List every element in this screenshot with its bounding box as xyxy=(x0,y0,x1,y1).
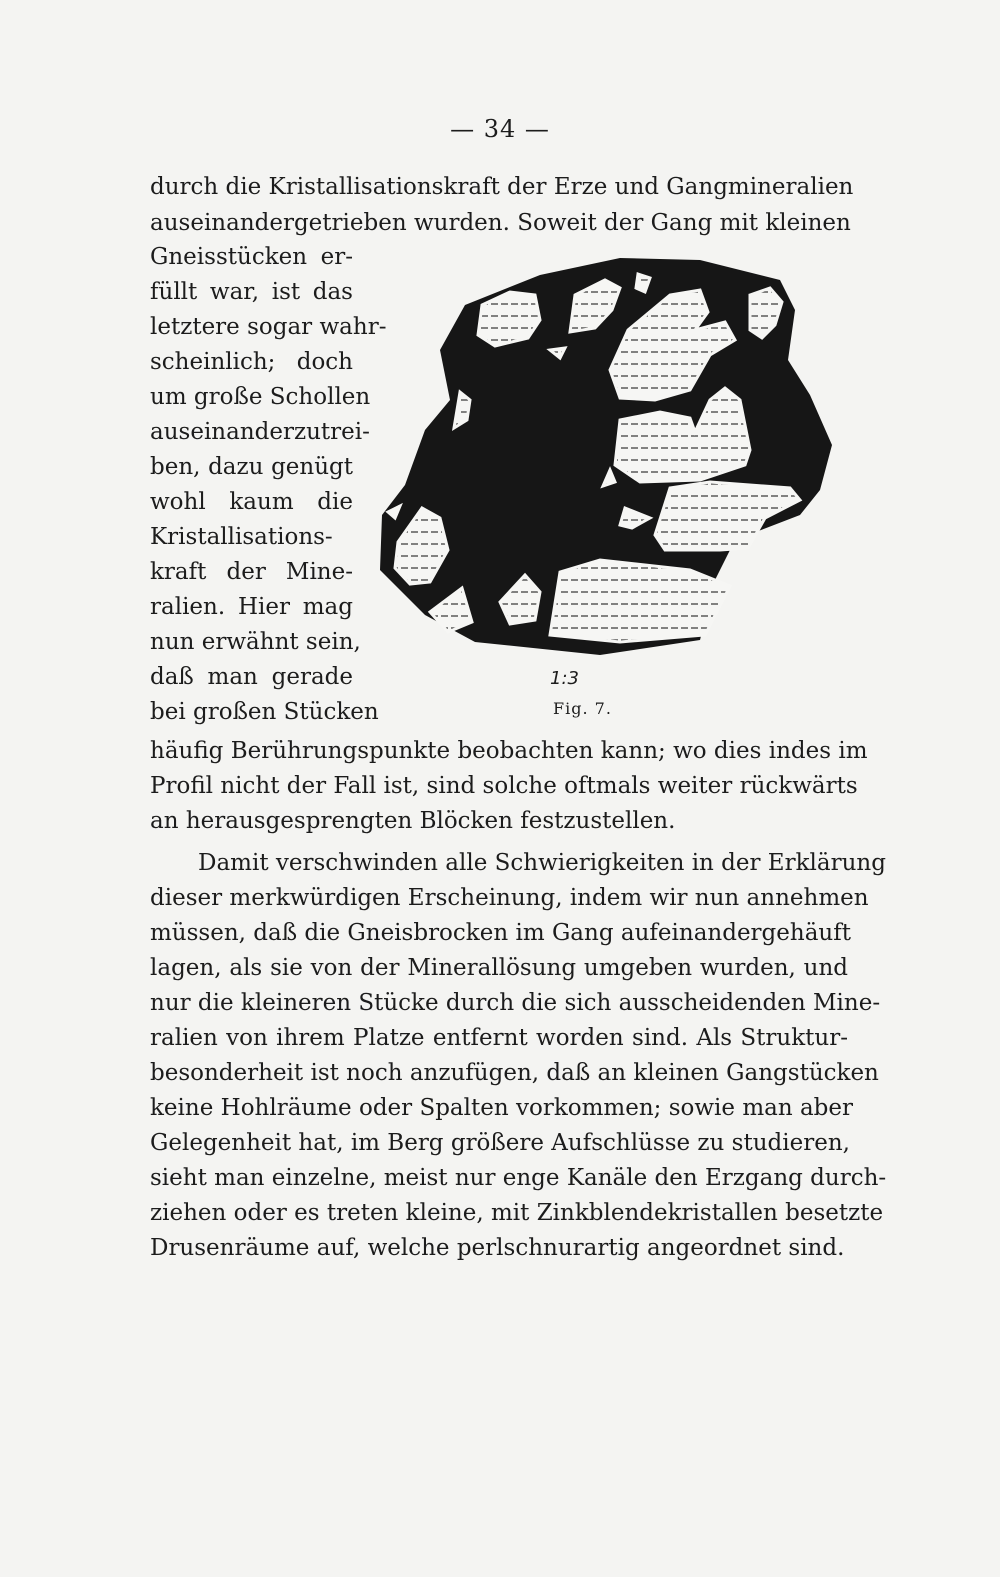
text-line: Gneisstücken er- xyxy=(150,244,353,270)
text-line: nun erwähnt sein, xyxy=(150,629,361,655)
text-line: ralien von ihrem Platze entfernt worden sind. Als Struktur- xyxy=(150,1025,848,1051)
text-line: scheinlich; doch xyxy=(150,349,353,375)
text-line: auseinandergetrieben wurden. Soweit der Gang mit kleinen xyxy=(150,210,851,236)
text-line: wohl kaum die xyxy=(150,489,353,515)
figure-caption: Fig. 7. xyxy=(553,699,612,718)
text-line: kraft der Mine- xyxy=(150,559,353,585)
text-line: letztere sogar wahr- xyxy=(150,314,387,340)
text-line: häufig Berührungspunkte beobachten kann; wo dies indes im xyxy=(150,738,868,764)
text-line: ziehen oder es treten kleine, mit Zinkblendekristallen besetzte xyxy=(150,1200,884,1226)
text-line: dieser merkwürdigen Erscheinung, indem wir nun annehmen xyxy=(150,885,869,911)
text-line: nur die kleineren Stücke durch die sich ausscheidenden Mine- xyxy=(150,990,881,1016)
text-line: ben, dazu genügt xyxy=(150,454,353,480)
text-line: an herausgesprengten Blöcken festzustellen. xyxy=(150,808,676,834)
page-number: — 34 — xyxy=(450,115,550,143)
text-line: ralien. Hier mag xyxy=(150,594,353,620)
text-line: müssen, daß die Gneisbrocken im Gang aufeinandergehäuft xyxy=(150,920,851,946)
text-line: sieht man einzelne, meist nur enge Kanäle den Erzgang durch- xyxy=(150,1165,887,1191)
text-line: Gelegenheit hat, im Berg größere Aufschlüsse zu studieren, xyxy=(150,1130,850,1156)
text-line: Drusenräume auf, welche perlschnurartig angeordnet sind. xyxy=(150,1235,845,1261)
text-line: Profil nicht der Fall ist, sind solche oftmals weiter rückwärts xyxy=(150,773,858,799)
figure-7-ore-specimen xyxy=(370,250,850,660)
text-line: daß man gerade xyxy=(150,664,353,690)
text-line: Kristallisations- xyxy=(150,524,333,550)
text-line: besonderheit ist noch anzufügen, daß an kleinen Gangstücken xyxy=(150,1060,879,1086)
text-line: lagen, als sie von der Minerallösung umgeben wurden, und xyxy=(150,955,848,981)
text-line: bei großen Stücken xyxy=(150,699,379,725)
text-line: um große Schollen xyxy=(150,384,371,410)
text-line: Damit verschwinden alle Schwierigkeiten in der Erklärung xyxy=(198,850,886,876)
text-line: keine Hohlräume oder Spalten vorkommen; sowie man aber xyxy=(150,1095,854,1121)
text-line: durch die Kristallisationskraft der Erze und Gangmineralien xyxy=(150,174,854,200)
text-line: füllt war, ist das xyxy=(150,279,353,305)
text-line: auseinanderzutrei- xyxy=(150,419,370,445)
scale-label: 1:3 xyxy=(550,668,579,689)
